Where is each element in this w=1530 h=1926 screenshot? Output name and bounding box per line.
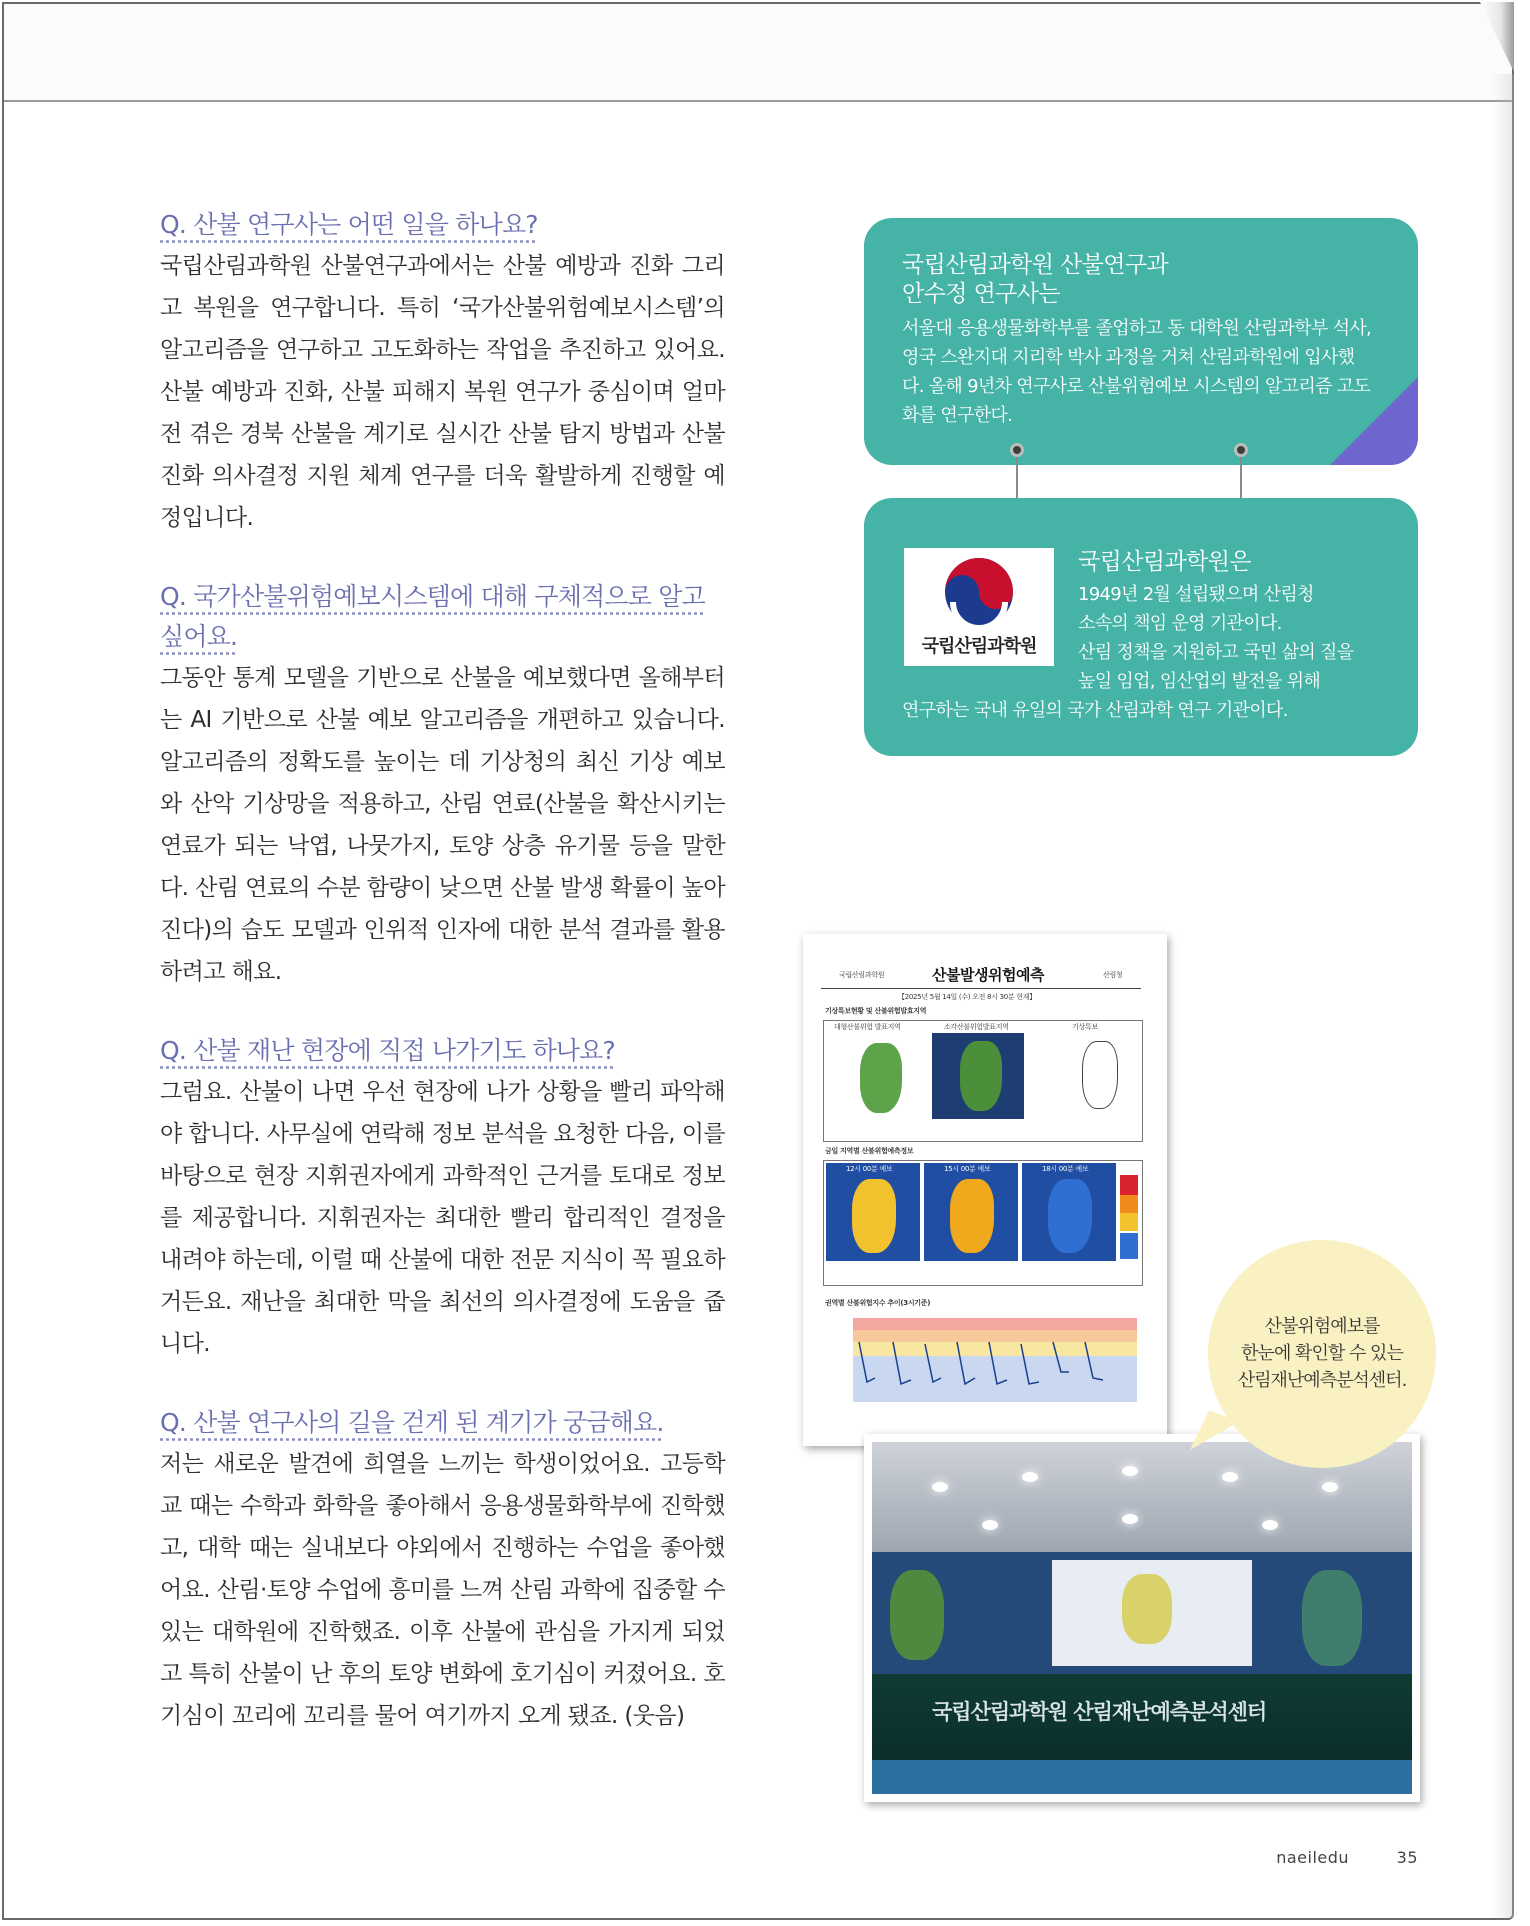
ceiling-light xyxy=(1122,1514,1138,1524)
caption-line: 한눈에 확인할 수 있는 xyxy=(1241,1343,1403,1364)
answer-paragraph: 국립산림과학원 산불연구과에서는 산불 예방과 진화 그리고 복원을 연구합니다. 특히 ‘국가산불위험예보시스템’의 알고리즘을 연구하고 고도화하는 작업을 추진하고 있어요. 산불 예방과 진화, 산불 피해지 복원 연구가 중심이며 얼마 전 겪은 경북 산불을 계기로 실시간 산불 탐지 방법과 산불 진화 의사결정 지원 체계 연구를 더욱 활발하게 진행할 예정입니다. xyxy=(160,253,725,531)
map-header: 기상특보 xyxy=(1072,1023,1098,1031)
doc-section-heading: 금일 지역별 산불위험예측정보 xyxy=(825,1147,914,1155)
question-heading: Q. 산불 재난 현장에 직접 나가기도 하나요? xyxy=(160,1036,615,1065)
center-name-text: 국립산림과학원 산림재난예측분석센터 xyxy=(932,1700,1267,1724)
forecast-map-header: 12시 00분 예보 xyxy=(846,1165,893,1173)
map-korea-green xyxy=(860,1043,902,1113)
profile-card-title xyxy=(902,251,1382,309)
doc-section-heading: 권역별 산불위험지수 추이(3시기준) xyxy=(825,1299,931,1307)
answer-paragraph: 그럼요. 산불이 나면 우선 현장에 나가 상황을 빨리 파악해야 합니다. 사무실에 연락해 정보 분석을 요청한 다음, 이를 바탕으로 현장 지휘권자에게 과학적인 근거를 토대로 정보를 제공합니다. 지휘권자는 최대한 빨리 합리적인 결정을 내려야 하는데, 이럴 때 산불에 대한 전문 지식이 꼭 필요하거든요. 재난을 최대한 막을 최선의 의사결정에 도움을 줍니다. xyxy=(160,1079,725,1357)
qa-block xyxy=(160,577,725,993)
institute-card-body xyxy=(1078,580,1398,696)
floor xyxy=(872,1760,1412,1800)
forecast-korea-map xyxy=(852,1179,896,1253)
ceiling-light xyxy=(1262,1520,1278,1530)
binder-ring-icon xyxy=(1234,443,1248,457)
map-korea-green xyxy=(960,1041,1002,1111)
doc-right-logo: 산림청 xyxy=(1103,971,1123,979)
profile-title-line: 국립산림과학원 산불연구과 xyxy=(902,252,1169,278)
page-edge-shade xyxy=(1492,74,1514,1918)
trend-lines xyxy=(823,1312,1141,1412)
ceiling-light xyxy=(932,1482,948,1492)
doc-section-heading: 기상특보현황 및 산불위험발효지역 xyxy=(825,1007,927,1015)
institute-logo xyxy=(904,548,1054,666)
forecast-map-header: 18시 00분 예보 xyxy=(1042,1165,1089,1173)
video-wall-map xyxy=(890,1570,944,1660)
answer-paragraph: 저는 새로운 발견에 희열을 느끼는 학생이었어요. 고등학교 때는 수학과 화학을 좋아해서 응용생물화학부에 진학했고, 대학 때는 실내보다 야외에서 진행하는 수업을 좋아했어요. 산림·토양 수업에 흥미를 느껴 산림 과학에 집중할 수 있는 대학원에 진학했죠. 이후 산불에 관심을 가지게 되었고 특히 산불이 난 후의 토양 변화에 호기심이 커졌어요. 호기심이 꼬리에 꼬리를 물어 여기까지 오게 됐죠. (웃음) xyxy=(160,1451,725,1729)
profile-title-line: 안수정 연구사는 xyxy=(902,281,1061,307)
page-number: 35 xyxy=(1396,1848,1418,1867)
forecast-korea-map xyxy=(1048,1179,1092,1253)
taegeuk-logo-icon xyxy=(943,556,1015,628)
binder-ring-icon xyxy=(1010,443,1024,457)
ceiling-light xyxy=(1122,1466,1138,1476)
analysis-center-photo xyxy=(864,1434,1420,1802)
profile-card xyxy=(864,218,1418,465)
doc-title: 산불발생위험예측 xyxy=(932,966,1044,984)
institute-line: 1949년 2월 설립됐으며 산림청 xyxy=(1078,584,1314,605)
forecast-korea-map xyxy=(950,1179,994,1253)
institute-line: 산림 정책을 지원하고 국민 삶의 질을 xyxy=(1078,642,1354,663)
institute-line: 높일 임업, 임산업의 발전을 위해 xyxy=(1078,671,1321,692)
map-header: 소각산불위험발표지역 xyxy=(944,1023,1009,1031)
institute-card xyxy=(864,498,1418,756)
qa-block xyxy=(160,1403,725,1737)
institute-logo-text: 국립산림과학원 xyxy=(921,636,1037,657)
doc-date: 【2025년 5월 14일 (수) 오전 8시 30분 현재】 xyxy=(898,993,1036,1001)
forecast-document-image xyxy=(803,934,1167,1446)
question-heading: Q. 산불 연구사의 길을 걷게 된 계기가 궁금해요. xyxy=(160,1408,664,1437)
qa-block xyxy=(160,205,725,539)
forecast-map-panel xyxy=(823,1160,1143,1286)
qa-block xyxy=(160,1031,725,1365)
institute-line: 연구하는 국내 유일의 국가 산림과학 연구 기관이다. xyxy=(902,700,1288,721)
question-heading: Q. 국가산불위험예보시스템에 대해 구체적으로 알고 싶어요. xyxy=(160,582,705,651)
legend-yellow xyxy=(1120,1213,1138,1231)
doc-left-logo: 국립산림과학원 xyxy=(839,971,885,979)
video-wall-map xyxy=(1122,1574,1172,1644)
ceiling-light xyxy=(1322,1482,1338,1492)
institute-line: 소속의 책임 운영 기관이다. xyxy=(1078,613,1282,634)
top-band xyxy=(4,4,1512,102)
legend-orange xyxy=(1120,1195,1138,1213)
legend-red xyxy=(1120,1175,1138,1195)
map-korea-outline xyxy=(1082,1041,1118,1109)
ceiling-light xyxy=(982,1520,998,1530)
caption-line: 산불위험예보를 xyxy=(1264,1316,1380,1337)
doc-rule xyxy=(821,988,1141,989)
answer-paragraph: 그동안 통계 모델을 기반으로 산불을 예보했다면 올해부터는 AI 기반으로 산불 예보 알고리즘을 개편하고 있습니다. 알고리즘의 정확도를 높이는 데 기상청의 최신 기상 예보와 산악 기상망을 적용하고, 산림 연료(산불을 확산시키는 연료가 되는 낙엽, 나뭇가지, 토양 상층 유기물 등을 말한다. 산림 연료의 수분 함량이 낮으면 산불 발생 확률이 높아진다)의 습도 모델과 인위적 인자에 대한 분석 결과를 활용하려고 해요. xyxy=(160,665,725,985)
ceiling-light xyxy=(1022,1472,1038,1482)
caption-bubble xyxy=(1208,1240,1436,1468)
caption-text xyxy=(1208,1313,1436,1394)
legend-blue xyxy=(1120,1233,1138,1259)
page-footer xyxy=(1276,1848,1418,1867)
video-wall-map xyxy=(1302,1570,1362,1666)
profile-card-body: 서울대 응용생물화학부를 졸업하고 동 대학원 산림과학부 석사, 영국 스완지대 지리학 박사 과정을 거쳐 산림과학원에 입사했다. 올해 9년차 연구사로 산불위험예보 시스템의 알고리즘 고도화를 연구한다. xyxy=(902,318,1372,426)
footer-site: naeiledu xyxy=(1276,1848,1350,1867)
institute-card-title: 국립산림과학원은 xyxy=(1078,549,1251,575)
question-heading: Q. 산불 연구사는 어떤 일을 하나요? xyxy=(160,210,538,239)
caption-line: 산림재난예측분석센터. xyxy=(1237,1370,1407,1391)
forecast-map-header: 15시 00분 예보 xyxy=(944,1165,991,1173)
article xyxy=(160,205,725,1775)
warning-map-panel xyxy=(823,1020,1143,1142)
index-trend-panel xyxy=(823,1312,1141,1412)
ceiling-light xyxy=(1222,1472,1238,1482)
map-header: 대형산불위험 발표지역 xyxy=(834,1023,901,1031)
